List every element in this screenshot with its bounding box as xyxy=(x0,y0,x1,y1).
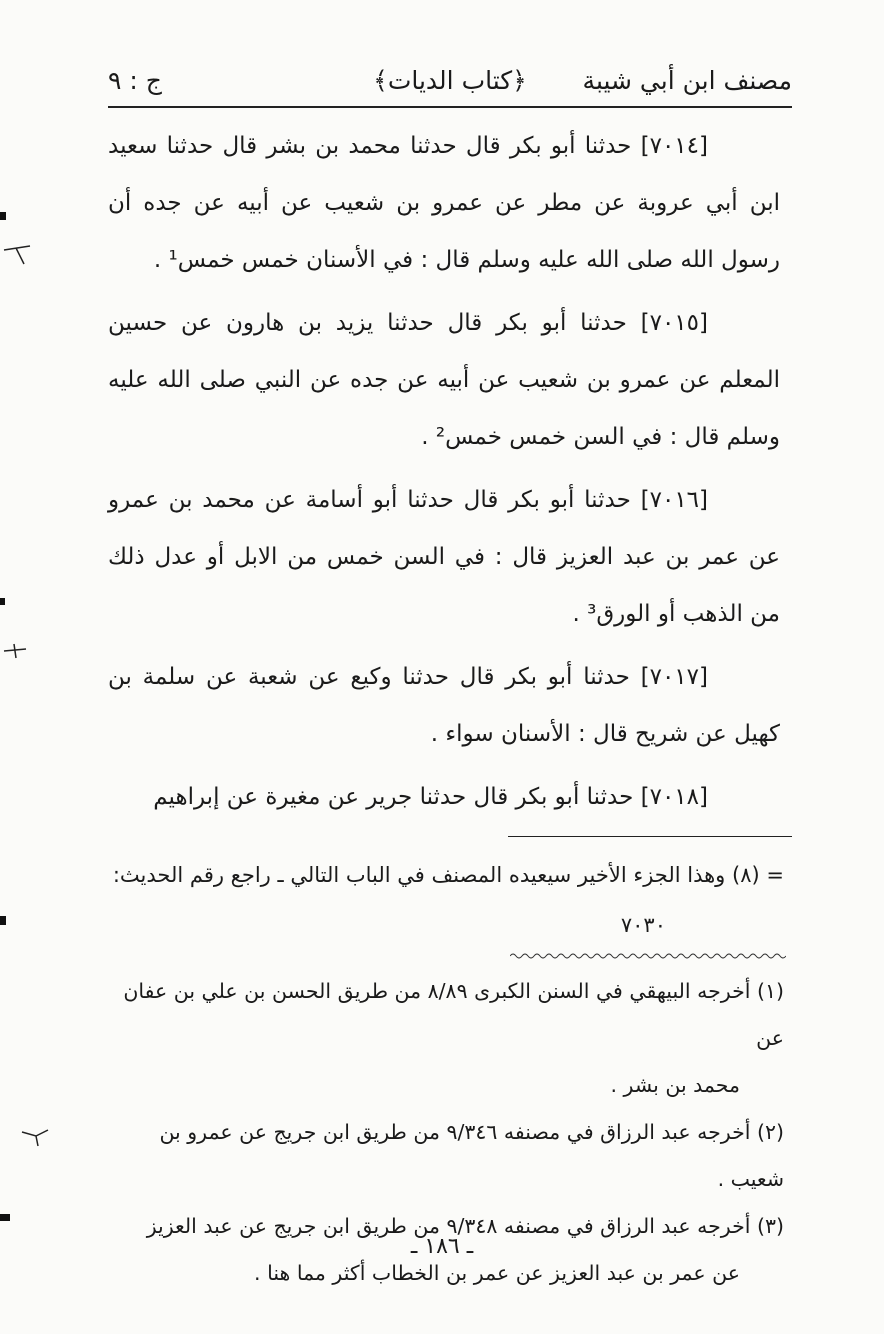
hadith-7017 xyxy=(108,649,780,763)
book-title: مصنف ابن أبي شيبة xyxy=(582,66,792,95)
volume-number: ج : ٩ xyxy=(108,66,162,95)
note-reference: ٧٠٣٠ xyxy=(620,913,666,937)
carried-over-note xyxy=(108,850,784,950)
footnote-separator xyxy=(508,836,792,837)
footnote-text: أخرجه عبد الرزاق في مصنفه ٩/٣٤٦ من طريق ابن جريج عن عمرو بن شعيب . xyxy=(159,1120,784,1191)
hadith-body: حدثنا أبو بكر قال حدثنا يزيد بن هارون عن حسين المعلم عن عمرو بن شعيب عن أبيه عن جده عن النبي صلى الله عليه وسلم قال : في السن خمس خمس² . xyxy=(108,310,780,450)
hadith-body: حدثنا أبو بكر قال حدثنا أبو أسامة عن محمد بن عمرو عن عمر بن عبد العزيز قال : في السن خمس من الابل أو عدل ذلك من الذهب أو الورق³ . xyxy=(108,487,780,627)
hadith-body: حدثنا أبو بكر قال حدثنا جرير عن مغيرة عن إبراهيم xyxy=(153,784,634,810)
note-number: (٨) xyxy=(732,863,760,887)
chapter-title: ﴿كتاب الديات﴾ xyxy=(373,66,527,95)
footnote-1 xyxy=(108,968,784,1109)
scan-mark xyxy=(0,212,6,220)
scan-mark xyxy=(2,640,28,662)
footnote-number: (١) xyxy=(756,979,784,1003)
hadith-number: [٧٠١٤] xyxy=(640,133,708,159)
hadith-7015 xyxy=(108,295,780,466)
hadith-7018 xyxy=(108,769,780,826)
hadith-text xyxy=(108,118,780,832)
page-number: ـ ١٨٦ ـ xyxy=(410,1234,474,1259)
footnote-2 xyxy=(108,1109,784,1203)
footnote-number: (٣) xyxy=(756,1214,784,1238)
hadith-number: [٧٠١٧] xyxy=(640,664,708,690)
hadith-body: حدثنا أبو بكر قال حدثنا محمد بن بشر قال حدثنا سعيد ابن أبي عروبة عن مطر عن عمرو بن شعيب عن أبيه عن جده أن رسول الله صلى الله عليه وسلم قال : في الأسنان خمس خمس¹ . xyxy=(108,133,780,273)
scan-mark xyxy=(0,916,6,925)
scan-mark xyxy=(0,598,5,605)
page-header xyxy=(108,60,792,104)
footnote-continuation: محمد بن بشر . xyxy=(610,1073,740,1097)
scan-mark xyxy=(2,238,32,268)
footnote-number: (٢) xyxy=(756,1120,784,1144)
scan-mark xyxy=(20,1126,50,1150)
hadith-number: [٧٠١٨] xyxy=(640,784,708,810)
wavy-divider xyxy=(510,952,786,960)
note-text: وهذا الجزء الأخير سيعيده المصنف في الباب التالي ـ راجع رقم الحديث: xyxy=(112,863,726,887)
footnote-text: أخرجه عبد الرزاق في مصنفه ٩/٣٤٨ من طريق ابن جريج عن عبد العزيز xyxy=(146,1214,751,1238)
continuation-marker: = xyxy=(766,863,784,887)
header-rule xyxy=(108,106,792,108)
footnote-text: أخرجه البيهقي في السنن الكبرى ٨/٨٩ من طريق الحسن بن علي بن عفان عن xyxy=(123,979,784,1050)
hadith-number: [٧٠١٥] xyxy=(640,310,708,336)
hadith-7016 xyxy=(108,472,780,643)
footnote-continuation: عن عمر بن عبد العزيز عن عمر بن الخطاب أكثر مما هنا . xyxy=(254,1261,740,1285)
scan-mark xyxy=(0,1214,10,1221)
hadith-number: [٧٠١٦] xyxy=(640,487,709,513)
hadith-body: حدثنا أبو بكر قال حدثنا وكيع عن شعبة عن سلمة بن كهيل عن شريح قال : الأسنان سواء . xyxy=(108,664,780,747)
hadith-7014 xyxy=(108,118,780,289)
